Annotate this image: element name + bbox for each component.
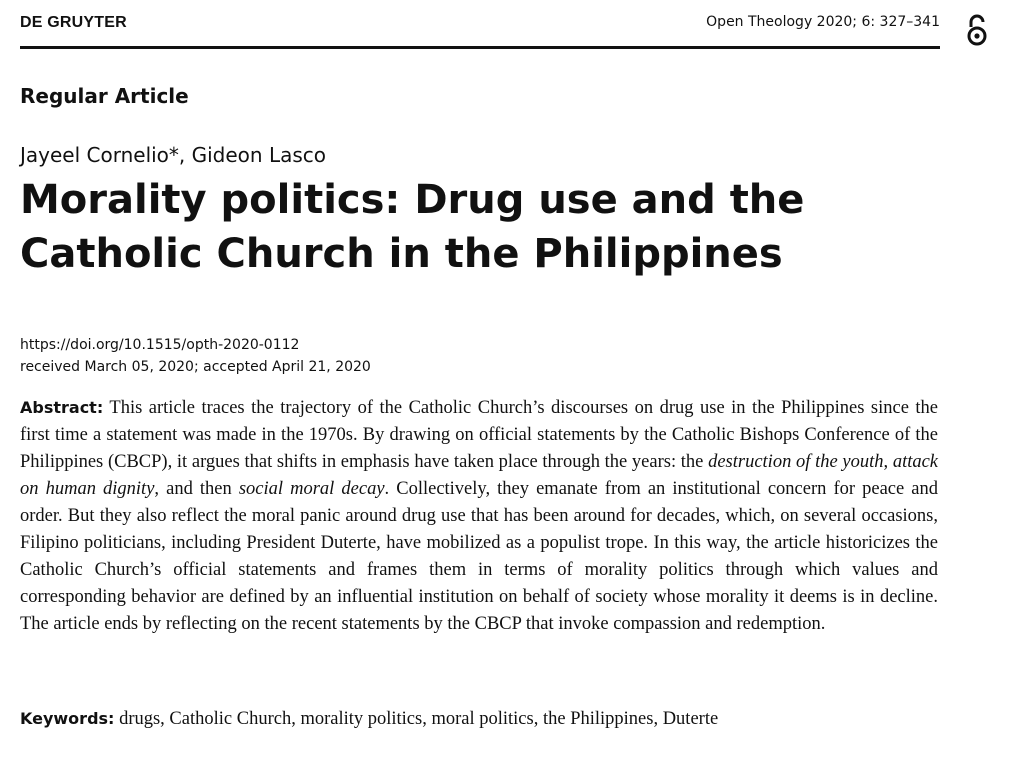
article-metadata [20,334,371,378]
journal-citation: Open Theology 2020; 6: 327–341 [706,14,940,30]
keywords-text: drugs, Catholic Church, morality politics, moral politics, the Philippines, Duterte [119,709,719,729]
abstract-emphasis: destruction of the youth [708,452,884,472]
keywords-line [20,705,980,733]
abstract-text: This article traces the trajectory of the Catholic Church’s discourses on drug use in the Philippines since the first time a statement was made in the 1970s. By drawing on official statements by the Catholic Bishops Conference of the Philippines (CBCP), it argues that shifts in emphasis have taken place through the years: the [20,398,939,472]
abstract-paragraph [20,394,938,638]
abstract-emphasis: attack on human dignity [20,452,939,499]
abstract-label: Abstract: [20,398,104,417]
doi-link[interactable]: https://doi.org/10.1515/opth-2020-0112 [20,337,300,353]
abstract-emphasis: social moral decay [238,479,385,499]
abstract-text: . Collectively, they emanate from an institutional concern for peace and order. But they also reflect the moral panic around drug use that has been around for decades, which, on several occasions, Filipino politicians, including President Duterte, have mobilized as a populist trope. In this way, the article historicizes the Catholic Church’s official statements and frames them in terms of morality politics through which values and corresponding behavior are defined by an influential institution on behalf of society whose morality it deems is in decline. The article ends by reflecting on the recent statements by the CBCP that invoke compassion and redemption. [20,479,939,634]
publisher-name: DE GRUYTER [20,14,127,31]
page-header [20,10,940,49]
article-type: Regular Article [20,84,189,108]
received-accepted-dates: received March 05, 2020; accepted April 21, 2020 [20,359,371,375]
article-title: Morality politics: Drug use and the Catholic Church in the Philippines [20,177,805,277]
abstract-text: , [883,452,893,472]
abstract-text: , and then [154,479,239,499]
open-access-icon [964,14,990,46]
keywords-label: Keywords: [20,709,115,728]
author-list: Jayeel Cornelio*, Gideon Lasco [20,143,327,167]
